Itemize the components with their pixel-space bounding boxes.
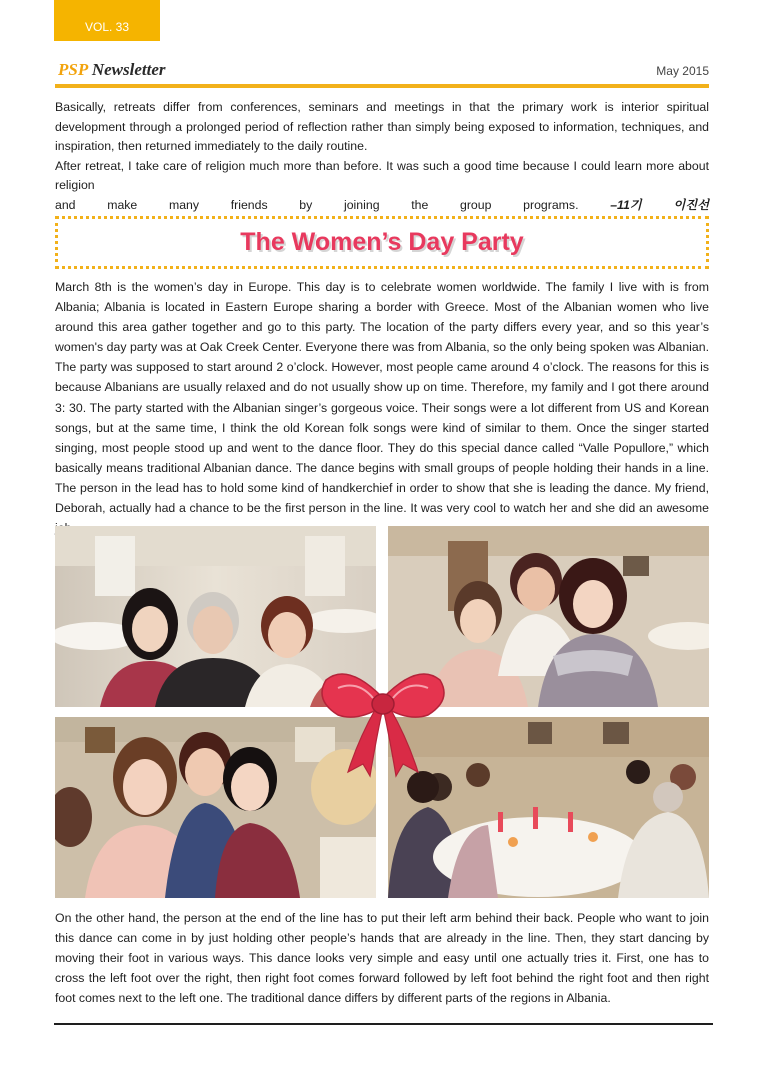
brand-accent: PSP <box>58 60 88 79</box>
newsletter-masthead <box>55 58 709 88</box>
page-bottom-rule <box>54 1023 713 1025</box>
article-closing-paragraph: On the other hand, the person at the end of the line has to put their left arm behind their back. People who want to join this dance can come in by just holding other people’s hands that are already in the line. Then, they start dancing by moving their foot in various ways. This dance looks very simple and easy until one actually tries it. First, one has to cross the left foot over the right, then right foot comes forward followed by left foot behind the right foot and then right foot comes next to the left one. The traditional dance differs by different parts of the regions in Albania. <box>55 911 709 1006</box>
brand-name: Newsletter <box>91 60 166 79</box>
newsletter-brand <box>58 60 166 80</box>
article-title-box <box>55 216 709 269</box>
article-title: The Women’s Day Party <box>240 228 524 256</box>
intro-paragraph-line: After retreat, I take care of religion much more than before. It was such a good time because I could learn more about religion <box>55 158 709 193</box>
article-body: March 8th is the women’s day in Europe. This day is to celebrate women worldwide. The family I live with is from Albania; Albania is located in Eastern Europe sharing a border with Greece. Most of the Albanian women who live around this area gather together and go to this party. The location of the party differs every year, and so this year’s women's day party was at Oak Creek Center. Everyone there was from Albania, so the only being spoken was Albanian. The party was supposed to start around 2 o’clock. However, most people came around 4 o’clock. The reasons for this is because Albanians are usually relaxed and do not usually show up on time. Therefore, my family and I got there around 3: 30. The party started with the Albanian singer’s gorgeous voice. Their songs were a lot different from US and Korean songs, but at the same time, I think the old Korean folk songs were kind of similar to them. Once the singer started singing, most people stood up and went to the dance floor. They do this special dance called “Valle Popullore,” which basically means traditional Albanian dance. The dance begins with small groups of people holding their hands in a line. The person in the lead has to hold some kind of handkerchief in order to show that she is leading the dance. My friend, Deborah, actually had a chance to be the first person in the line. It was very cool to watch her and she did an awesome <box>55 280 709 516</box>
intro-signature-line <box>55 196 709 216</box>
issue-date: May 2015 <box>656 64 709 78</box>
author-signature: –11기 이진선 <box>610 197 709 212</box>
intro-paragraph: Basically, retreats differ from conferences, seminars and meetings in that the primary work is interior spiritual development through a prolonged period of reflection rather than simply being exposed to information, techniques, and inspiration, then returned immediately to the daily routine. <box>55 100 709 154</box>
intro-paragraph-line: and make many friends by joining the group programs. <box>55 197 579 212</box>
intro-section <box>55 98 709 216</box>
volume-tab <box>54 0 160 41</box>
ribbon-bow-decoration <box>318 660 448 780</box>
volume-label: VOL. 33 <box>84 19 130 34</box>
